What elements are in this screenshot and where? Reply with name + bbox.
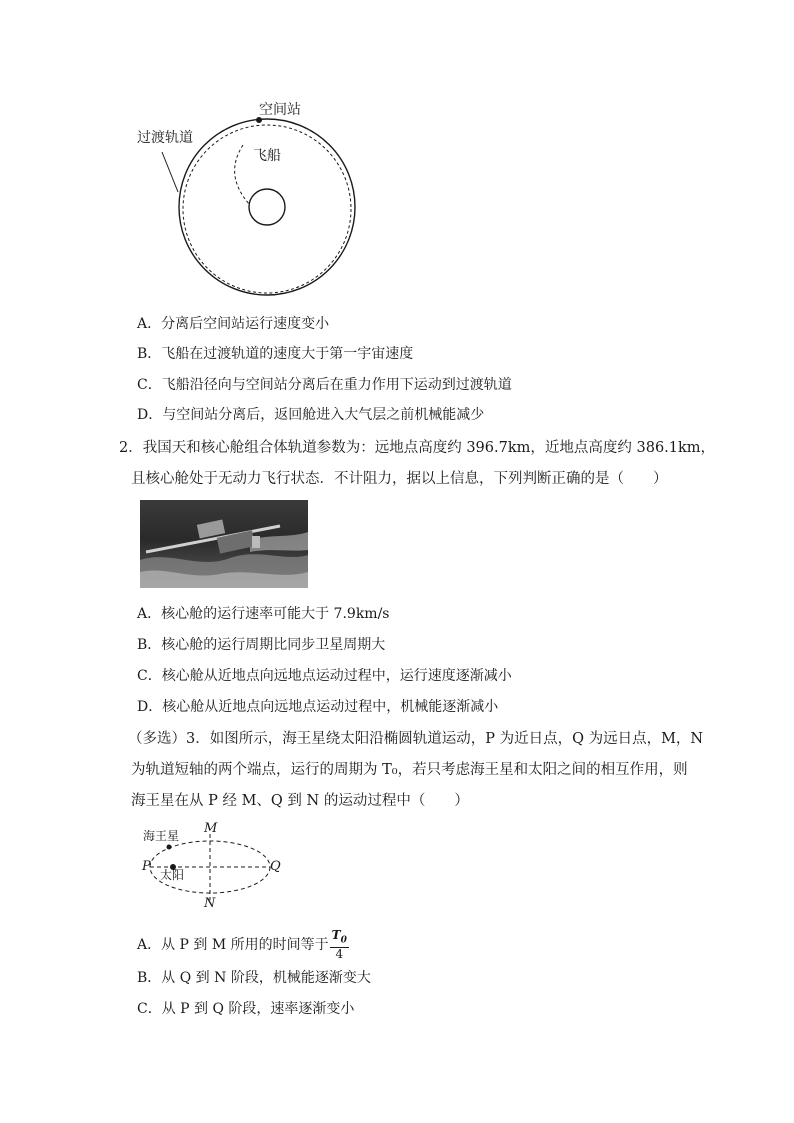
- label-p: P: [142, 859, 151, 874]
- q3-option-b: B．从 Q 到 N 阶段，机械能逐渐变大: [137, 970, 371, 986]
- frac-subscript: 0: [340, 935, 347, 946]
- frac-denominator: 4: [335, 947, 344, 962]
- label-space-station: 空间站: [259, 102, 301, 118]
- q3-stem-line2: 为轨道短轴的两个端点，运行的周期为 T₀，若只考虑海王星和太阳之间的相互作用，则: [131, 762, 688, 778]
- q1-option-c: C．飞船沿径向与空间站分离后在重力作用下运动到过渡轨道: [137, 377, 512, 393]
- q1-option-a: A．分离后空间站运行速度变小: [137, 316, 330, 332]
- q2-option-b: B．核心舱的运行周期比同步卫星周期大: [137, 637, 386, 653]
- q3-stem-line1: （多选）3．如图所示，海王星绕太阳沿椭圆轨道运动，P 为近日点，Q 为远日点，M，N: [128, 731, 704, 747]
- q2-option-a: A．核心舱的运行速率可能大于 7.9km/s: [137, 606, 390, 622]
- label-m: M: [204, 821, 218, 836]
- q3-option-c: C．从 P 到 Q 阶段，速率逐渐变小: [137, 1001, 355, 1017]
- label-q: Q: [270, 859, 281, 874]
- label-n: N: [204, 896, 216, 911]
- frac-numerator: T: [331, 928, 341, 942]
- label-neptune: 海王星: [143, 829, 180, 843]
- space-station-photo: [140, 500, 308, 588]
- q3-option-a-text: A．从 P 到 M 所用的时间等于: [137, 937, 329, 954]
- q2-stem-line2: 且核心舱处于无动力飞行状态．不计阻力，据以上信息，下列判断正确的是（ ）: [131, 471, 668, 487]
- fraction-t0-over-4: [330, 929, 349, 961]
- label-spaceship: 飞船: [253, 148, 281, 164]
- q2-stem-line1: 2．我国天和核心舱组合体轨道参数为：远地点高度约 396.7km，近地点高度约 386.1km，: [119, 440, 716, 456]
- q2-option-d: D．核心舱从近地点向远地点运动过程中，机械能逐渐减小: [137, 699, 499, 715]
- q3-option-a: [137, 929, 349, 961]
- label-transfer-orbit: 过渡轨道: [137, 130, 193, 146]
- q1-option-b: B．飞船在过渡轨道的速度大于第一宇宙速度: [137, 346, 414, 362]
- q1-option-d: D．与空间站分离后，返回舱进入大气层之前机械能减少: [137, 407, 485, 423]
- neptune-dot: [167, 845, 172, 850]
- q2-option-c: C．核心舱从近地点向远地点运动过程中，运行速度逐渐减小: [137, 668, 512, 684]
- label-sun: 太阳: [160, 868, 185, 882]
- q3-stem-line3: 海王星在从 P 经 M、Q 到 N 的运动过程中（ ）: [131, 793, 469, 809]
